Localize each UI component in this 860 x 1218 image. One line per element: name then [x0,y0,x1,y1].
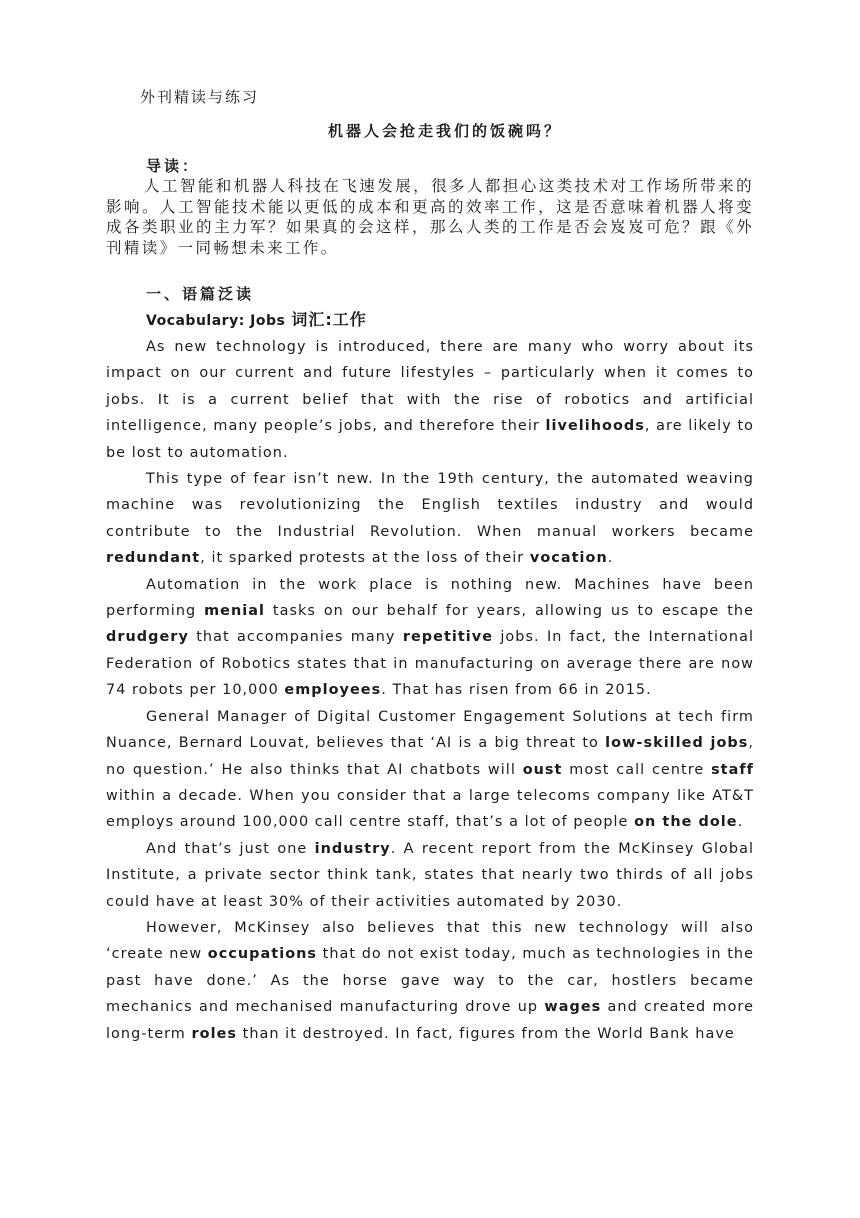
paragraph-text: tasks on our behalf for years, allowing us to escape the [265,603,754,620]
section-heading: 一、语篇泛读 [146,285,255,303]
paragraph-text: . That has risen from 66 in 2015. [381,682,652,699]
intro-label: 导读： [146,157,201,175]
paragraph-text: General Manager of Digital Customer Engagement Solutions at tech firm Nuance, Bernard Louvat, believes that ‘AI is a big threat to [106,708,754,752]
vocabulary-term: low-skilled jobs [605,735,749,752]
article-paragraph [106,334,754,466]
paragraph-text: As new technology is introduced, there are many who worry about its impact on our current and future lifestyles – particularly when it comes to jobs. It is a current belief that with the rise of robotics and artificial intelligence, many people’s jobs, and therefore their [106,339,754,435]
vocabulary-term: occupations [207,946,318,963]
article-paragraph [106,704,754,836]
intro-text: 人工智能和机器人科技在飞速发展，很多人都担心这类技术对工作场所带来的影响。人工智能技术能以更低的成本和更高的效率工作，这是否意味着机器人将变成各类职业的主力军？如果真的会这样，那么人类的工作是否会岌岌可危？跟《外刊精读》一同畅想未来工作。 [106,177,754,257]
vocabulary-term: menial [204,603,265,620]
paragraph-text: This type of fear isn’t new. In the 19th century, the automated weaving machine was revolutionizing the English textiles industry and would contribute to the Industrial Revolution. When manual workers became [106,471,754,540]
article-paragraph [106,572,754,704]
paragraph-text: However, McKinsey also believes that this new technology will also ‘create new [106,919,754,963]
paragraph-text: that do not exist today, much as technologies in the past have done.’ As the horse gave way to the car, hostlers became mechanics and mechanised manufacturing drove up [106,946,754,1016]
vocabulary-term: vocation [529,550,608,567]
vocabulary-term: on the dole [634,814,738,831]
paragraph-text: , no question.’ He also thinks that AI chatbots will [106,735,755,778]
paragraph-text: jobs. In fact, the International Federation of Robotics states that in manufacturing on average there are now 74 robots per 10,000 [106,629,754,699]
paragraph-text: . A recent report from the McKinsey Global Institute, a private sector think tank, states that nearly two thirds of all jobs could have at least 30% of their activities automated by 2030. [106,840,754,910]
vocabulary-heading-cn: 词汇:工作 [291,310,367,329]
vocabulary-term: staff [711,761,754,778]
vocabulary-heading [146,307,367,330]
vocabulary-term: repetitive [402,629,494,646]
vocabulary-term: roles [191,1025,238,1042]
paragraph-text: than it destroyed. In fact, figures from the World Bank have [237,1025,735,1042]
vocabulary-term: employees [284,682,382,699]
paragraph-text: , it sparked protests at the loss of their [200,550,530,567]
paragraph-text: . [607,550,614,567]
paragraph-text: that accompanies many [188,629,403,646]
article-paragraph [106,836,754,915]
paragraph-text: within a decade. When you consider that a large telecoms company like AT&T employs around 100,000 call centre staff, that’s a lot of people [106,787,754,831]
paragraph-text: and created more long-term [106,999,754,1042]
paragraph-text: . [737,814,744,831]
article-paragraph [106,915,754,1047]
article-body [106,334,754,1047]
vocabulary-term: livelihoods [545,418,645,435]
paragraph-text: And that’s just one [146,840,315,857]
vocabulary-term: redundant [106,550,201,567]
paragraph-text: , are likely to be lost to automation. [106,418,754,461]
paragraph-text: Automation in the work place is nothing new. Machines have been performing [106,576,754,620]
page-header: 外刊精读与练习 [140,88,260,106]
vocabulary-term: oust [522,761,563,778]
vocabulary-term: industry [314,840,391,857]
article-title: 机器人会抢走我们的饭碗吗？ [327,122,562,140]
vocabulary-term: drudgery [106,629,189,646]
paragraph-text: most call centre [562,761,712,778]
vocabulary-heading-en: Vocabulary: Jobs [146,313,286,329]
vocabulary-term: wages [544,999,602,1016]
article-paragraph [106,466,754,572]
